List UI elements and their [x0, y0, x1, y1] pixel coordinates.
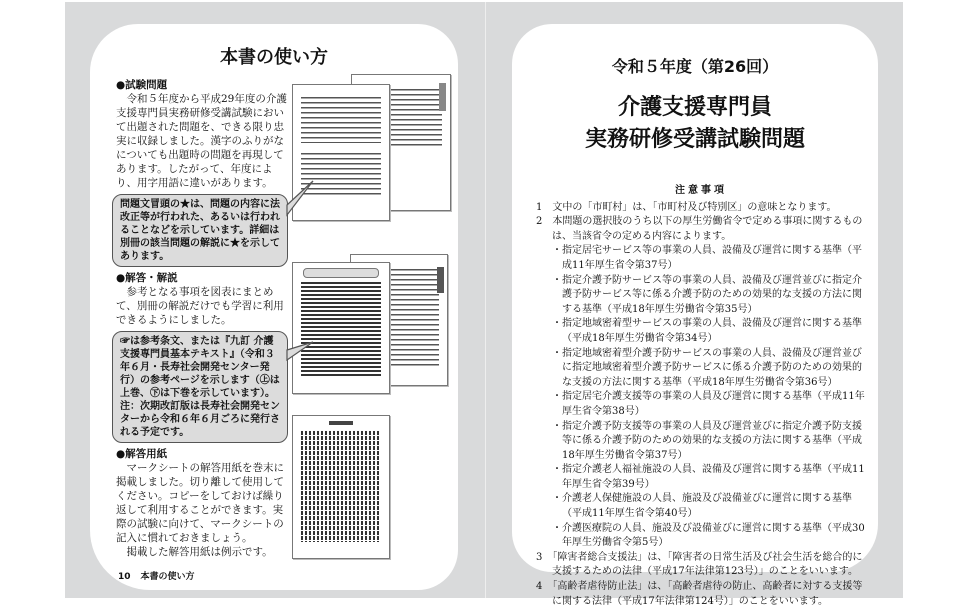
- ordinance-item: ・介護医療院の人員、施設及び設備並びに運営に関する基準（平成30年厚生労働省令第5号）: [552, 522, 865, 549]
- section-heading: ●試験問題: [116, 79, 168, 91]
- note-item: 2 本問題の選択肢のうち以下の厚生労働省令で定める事項に関するものは、当該省令の定める内容によります。: [536, 216, 863, 242]
- notes: [536, 184, 866, 609]
- section-exam-questions: [116, 78, 288, 190]
- ordinance-item: ・指定居宅介護支援等の事業の人員及び運営に関する基準（平成11年厚生省令第38号）: [552, 391, 865, 417]
- callout-pointer: [287, 191, 317, 221]
- callout-text: 問題文冒頭の★は、問題の内容に法改正等が行われた、あるいは行われることなどを示しています。詳細は別冊の該当問題の解説に★を示してあります。: [120, 199, 280, 262]
- callout-reference-note: [112, 331, 288, 443]
- notes-title: 注意事項: [675, 185, 727, 196]
- section-answers-explanations: [116, 271, 288, 327]
- note-item: 1 文中の「市町村」は、「市町村及び特別区」の意味となります。: [536, 201, 837, 213]
- footer-label: 本書の使い方: [140, 572, 195, 582]
- section-body: 参考となる事項を図表にまとめて、別冊の解説だけでも学習に利用できるようにしました。: [116, 286, 284, 326]
- book-spine: [485, 2, 486, 598]
- callout-pointer: [287, 346, 317, 376]
- section-answer-sheet: [116, 447, 288, 559]
- exam-title-line2: 実務研修受講試験問題: [584, 127, 805, 152]
- note-item: 3 「障害者総合支援法」は、「障害者の日常生活及び社会生活を総合的に支援するための法律（平成17年法律第123号）」のことをいいます。: [536, 551, 863, 578]
- thumbnail-answer-sheet: [292, 415, 390, 559]
- ordinance-item: ・介護老人保健施設の人員、施設及び設備並びに運営に関する基準（平成11年厚生省令第40号）: [552, 493, 852, 520]
- section-heading: ●解答用紙: [116, 448, 168, 460]
- section-heading: ●解答・解説: [116, 272, 178, 284]
- section-body: マークシートの解答用紙を巻末に掲載しました。切り離して使用してください。コピーをしておけば繰り返して利用することができます。実際の試験に向けて、マークシートの記入に慣れておきましょう。: [116, 462, 284, 544]
- exam-year: 令和５年度（第26回）: [611, 57, 779, 76]
- callout-text: ☞は参考条文、または『九訂 介護支援専門員基本テキスト』（令和３年６月・長寿社会開発センター発行）の参考ページを示します（㊤は上巻、㊦は下巻を示しています）。注：次期改訂版は長寿社会開発センターから令和６年６月ごろに発行される予定です。: [120, 336, 280, 438]
- page-number: 10: [118, 572, 131, 582]
- ordinance-item: ・指定居宅サービス等の事業の人員、設備及び運営に関する基準（平成11年厚生省令第37号）: [552, 245, 862, 271]
- section-body-note: 掲載した解答用紙は例示です。: [126, 546, 273, 558]
- ordinance-item: ・指定介護予防支援等の事業の人員及び運営並びに指定介護予防支援等に係る介護予防のための効果的な支援の方法に関する基準（平成18年厚生労働省令第37号）: [552, 420, 862, 461]
- page-footer: [118, 572, 205, 583]
- left-page: [90, 24, 458, 590]
- left-text-column: [116, 78, 288, 559]
- note-item: 4 「高齢者虐待防止法」は、「高齢者虐待の防止、高齢者に対する支援等に関する法律（平成17年法律第124号）」のことをいいます。: [536, 581, 863, 607]
- ordinance-item: ・指定介護予防サービス等の事業の人員、設備及び運営並びに指定介護予防サービス等に係る介護予防のための効果的な支援の方法に関する基準（平成18年厚生労働省令第35号）: [552, 274, 862, 315]
- section-body: 令和５年度から平成29年度の介護支援専門員実務研修受講試験において出題された問題を、できる限り忠実に収録しました。漢字のふりがなについても出題時の問題を再現してあります。したがって、年度により、用字用語に違いがあります。: [116, 93, 287, 189]
- ordinance-item: ・指定地域密着型サービスの事業の人員、設備及び運営に関する基準（平成18年厚生労働省令第34号）: [552, 318, 862, 344]
- exam-title-line1: 介護支援専門員: [617, 95, 772, 120]
- callout-star-note: [112, 194, 288, 267]
- page-title: 本書の使い方: [220, 47, 328, 68]
- ordinance-item: ・指定地域密着型介護予防サービスの事業の人員、設備及び運営並びに指定地域密着型介護予防サービスに係る介護予防のための効果的な支援の方法に関する基準（平成18年厚生労働省令第36号）: [552, 347, 862, 388]
- right-page: [512, 24, 878, 607]
- ordinance-item: ・指定介護老人福祉施設の人員、設備及び運営に関する基準（平成11年厚生省令第39号）: [552, 464, 865, 490]
